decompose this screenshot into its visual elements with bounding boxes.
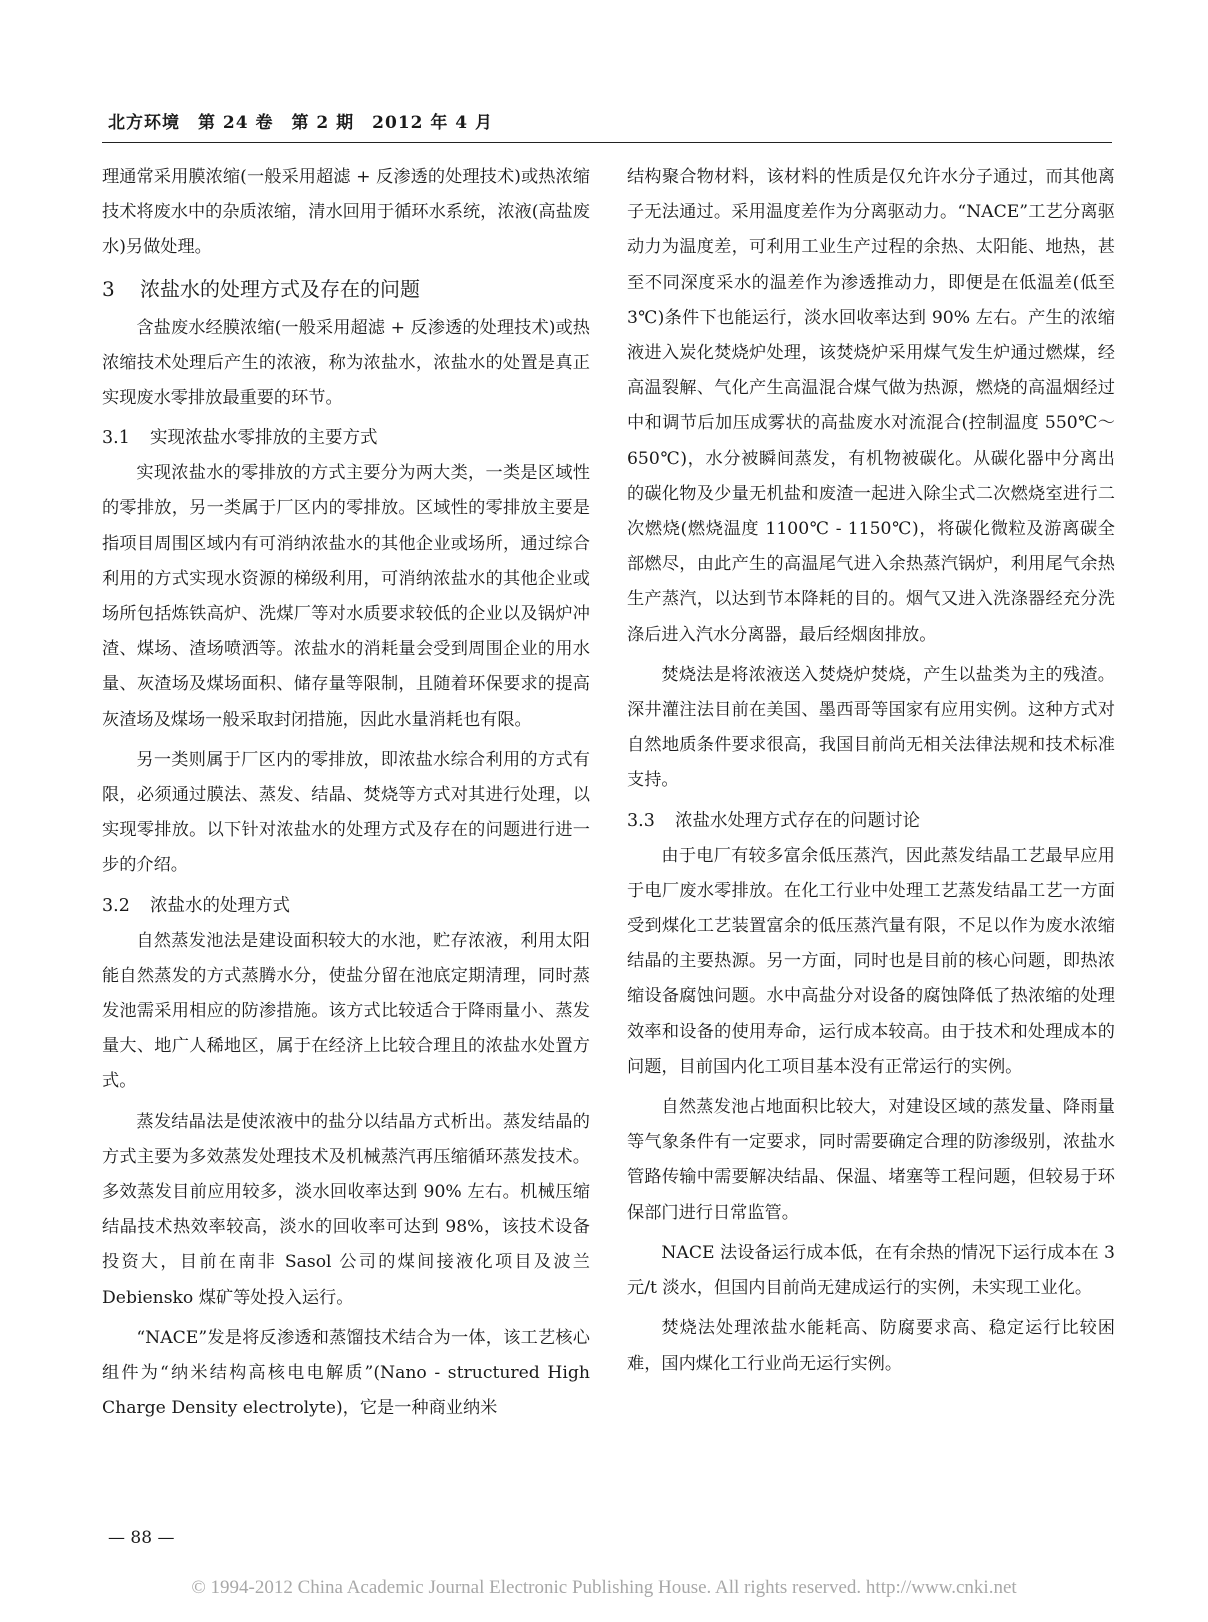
paragraph: 另一类则属于厂区内的零排放，即浓盐水综合利用的方式有限，必须通过膜法、蒸发、结晶、焚烧等方式对其进行处理，以实现零排放。以下针对浓盐水的处理方式及存在的问题进行进一步的介绍。 [102, 749, 590, 876]
subsection-heading [102, 889, 590, 924]
subsection-title: 浓盐水处理方式存在的问题讨论 [675, 810, 920, 831]
subsection-heading [102, 421, 590, 456]
paragraph: 实现浓盐水的零排放的方式主要分为两大类，一类是区域性的零排放，另一类属于厂区内的零排放。区域性的零排放主要是指项目周围区域内有可消纳浓盐水的其他企业或场所，通过综合利用的方式实现水资源的梯级利用，可消纳浓盐水的其他企业或场所包括炼铁高炉、洗煤厂等对水质要求较低的企业以及锅炉冲渣、煤场、渣场喷洒等。浓盐水的消耗量会受到周围企业的用水量、灰渣场及煤场面积、储存量等限制，且随着环保要求的提高灰渣场及煤场一般采取封闭措施，因此水量消耗也有限。 [102, 463, 590, 730]
paragraph: 结构聚合物材料，该材料的性质是仅允许水分子通过，而其他离子无法通过。采用温度差作为分离驱动力。“NACE”工艺分离驱动力为温度差，可利用工业生产过程的余热、太阳能、地热，甚至不同深度采水的温差作为渗透推动力，即便是在低温差(低至 3℃)条件下也能运行，淡水回收率达到 90% 左右。产生的浓缩液进入炭化焚烧炉处理，该焚烧炉采用煤气发生炉通过燃煤，经高温裂解、气化产生高温混合煤气做为热源，燃烧的高温烟经过中和调节后加压成雾状的高盐废水对流混合(控制温度 550℃～650℃)，水分被瞬间蒸发，有机物被碳化。从碳化器中分离出的碳化物及少量无机盐和废渣一起进入除尘式二次燃烧室进行二次燃烧(燃烧温度 1100℃ - 1150℃)，将碳化微粒及游离碳全部燃尽，由此产生的高温尾气进入余热蒸汽锅炉，利用尾气余热生产蒸汽，以达到节本降耗的目的。烟气又进入洗涤器经充分洗涤后进入汽水分离器，最后经烟囱排放。 [627, 167, 1115, 645]
subsection-title: 实现浓盐水零排放的主要方式 [150, 428, 378, 449]
paragraph: NACE 法设备运行成本低，在有余热的情况下运行成本在 3 元/t 淡水，但国内目前尚无建成运行的实例，未实现工业化。 [627, 1242, 1115, 1299]
subsection-number: 3.3 [627, 810, 655, 831]
paragraph: 自然蒸发池法是建设面积较大的水池，贮存浓液，利用太阳能自然蒸发的方式蒸腾水分，使盐分留在池底定期清理，同时蒸发池需采用相应的防渗措施。该方式比较适合于降雨量小、蒸发量大、地广人稀地区，属于在经济上比较合理且的浓盐水处置方式。 [102, 930, 590, 1092]
paragraph: 含盐废水经膜浓缩(一般采用超滤 + 反渗透的处理技术)或热浓缩技术处理后产生的浓液，称为浓盐水，浓盐水的处置是真正实现废水零排放最重要的环节。 [102, 317, 590, 409]
copyright-footer: © 1994-2012 China Academic Journal Electronic Publishing House. All rights reserved. http://www.cnki.net [191, 1577, 1017, 1598]
paragraph: 由于电厂有较多富余低压蒸汽，因此蒸发结晶工艺最早应用于电厂废水零排放。在化工行业中处理工艺蒸发结晶工艺一方面受到煤化工艺装置富余的低压蒸汽量有限，不足以作为废水浓缩结晶的主要热源。另一方面，同时也是目前的核心问题，即热浓缩设备腐蚀问题。水中高盐分对设备的腐蚀降低了热浓缩的处理效率和设备的使用寿命，运行成本较高。由于技术和处理成本的问题，目前国内化工项目基本没有正常运行的实例。 [627, 845, 1115, 1077]
section-title: 浓盐水的处理方式及存在的问题 [140, 276, 420, 301]
journal-header: 北方环境 第 24 卷 第 2 期 2012 年 4 月 [108, 113, 494, 133]
paragraph: 蒸发结晶法是使浓液中的盐分以结晶方式析出。蒸发结晶的方式主要为多效蒸发处理技术及机械蒸汽再压缩循环蒸发技术。多效蒸发目前应用较多，淡水回收率达到 90% 左右。机械压缩结晶技术热效率较高，淡水的回收率可达到 98%，该技术设备投资大，目前在南非 Sasol 公司的煤间接液化项目及波兰 Debiensko 煤矿等处投入运行。 [102, 1111, 590, 1308]
paragraph: 自然蒸发池占地面积比较大，对建设区域的蒸发量、降雨量等气象条件有一定要求，同时需要确定合理的防渗级别，浓盐水管路传输中需要解决结晶、保温、堵塞等工程问题，但较易于环保部门进行日常监管。 [627, 1097, 1115, 1223]
subsection-title: 浓盐水的处理方式 [150, 895, 290, 916]
section-heading [102, 271, 590, 307]
subsection-heading [627, 804, 1115, 839]
paragraph: 理通常采用膜浓缩(一般采用超滤 + 反渗透的处理技术)或热浓缩技术将废水中的杂质浓缩，清水回用于循环水系统，浓液(高盐废水)另做处理。 [102, 167, 590, 258]
left-column [102, 160, 590, 1432]
paragraph: 焚烧法是将浓液送入焚烧炉焚烧，产生以盐类为主的残渣。深井灌注法目前在美国、墨西哥等国家有应用实例。这种方式对自然地质条件要求很高，我国目前尚无相关法律法规和技术标准支持。 [627, 664, 1115, 791]
paragraph: “NACE”发是将反渗透和蒸馏技术结合为一体，该工艺核心组件为“纳米结构高核电电解质”(Nano - structured High Charge Density electrolyte)，它是一种商业纳米 [102, 1327, 590, 1419]
subsection-number: 3.1 [102, 428, 130, 449]
page-number: — 88 — [108, 1528, 175, 1548]
section-number: 3 [102, 276, 115, 301]
paragraph: 焚烧法处理浓盐水能耗高、防腐要求高、稳定运行比较困难，国内煤化工行业尚无运行实例。 [627, 1318, 1115, 1374]
subsection-number: 3.2 [102, 895, 130, 916]
right-column [627, 160, 1115, 1387]
header-rule [102, 142, 1112, 143]
